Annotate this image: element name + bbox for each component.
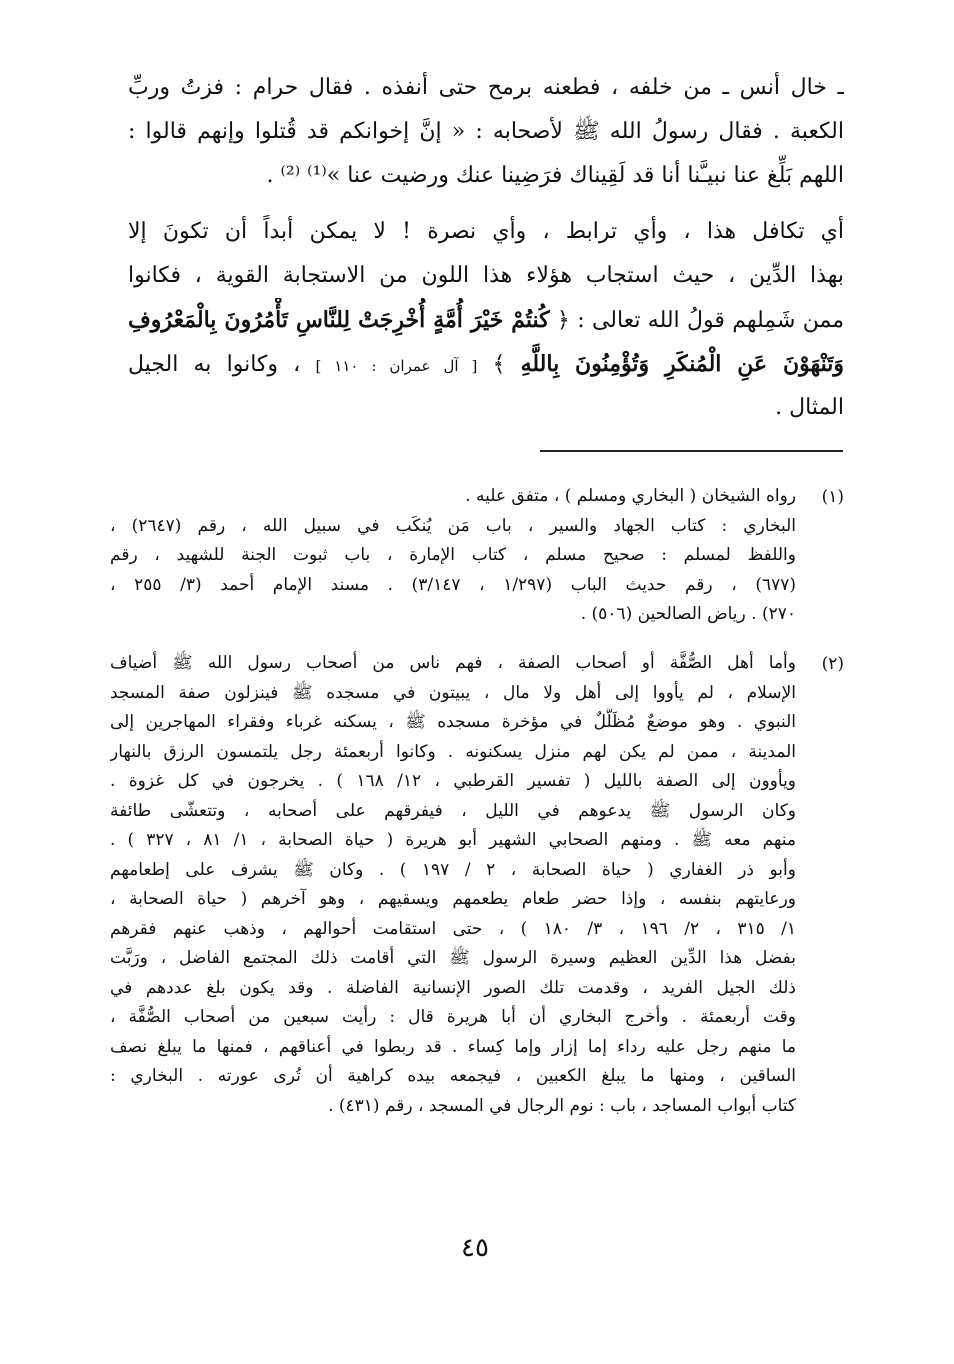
footnote-line: ويأوون إلى الصفة بالليل ( تفسير القرطبي ، ١٢/ ١٦٨ ) . يخرجون في كل غزوة . bbox=[110, 771, 796, 791]
footnote-line: ١/ ٣١٥ ، ٢/ ١٩٦ ، ٣/ ١٨٠ ) ، حتى استقامت أحوالهم ، وذهب عنهم فقرهم bbox=[110, 918, 796, 939]
footnote-line: كتاب أبواب المساجد ، باب : نوم الرجال في المسجد ، رقم (٤٣١) . bbox=[328, 1095, 796, 1116]
footnote-line: ذلك الجيل الفريد ، وقدمت تلك الصور الإنسانية الفاضلة . وقد يكون بلغ عددهم في bbox=[110, 977, 796, 998]
footnote-line: منهم معه ﷺ . ومنهم الصحابي الشهير أبو هريرة ( حياة الصحابة ، ١/ ٨١ ، ٣٢٧ ) . bbox=[110, 830, 796, 850]
text-segment: ممن شَمِلهم قولُ الله تعالى : ﴿ bbox=[557, 308, 844, 333]
quran-reference: [ آل عمران : ١١٠ ] bbox=[315, 357, 478, 375]
text-line: بهذا الدِّين ، حيث استجاب هؤلاء هذا اللون من الاستجابة القوية ، فكانوا bbox=[128, 263, 844, 288]
text-segment: ، وكانوا به الجيل bbox=[128, 352, 301, 377]
footnote-line: البخاري : كتاب الجهاد والسير ، باب مَن يُنكَب في سبيل الله ، رقم (٢٦٤٧) ، bbox=[110, 515, 796, 536]
footnote-separator bbox=[540, 450, 843, 452]
page-number: ٤٥ bbox=[461, 1233, 489, 1263]
footnote-body bbox=[110, 649, 796, 1121]
footnote-line: بفضل هذا الدِّين العظيم وسيرة الرسول ﷺ التي أقامت ذلك المجتمع الفاضل ، ورَبَّت bbox=[110, 948, 796, 968]
footnote-number: (١) bbox=[821, 487, 844, 507]
footnote-line: رواه الشيخان ( البخاري ومسلم ) ، متفق عليه . bbox=[465, 486, 796, 506]
footnote-1 bbox=[110, 482, 844, 630]
main-paragraph-1 bbox=[128, 66, 844, 198]
footnote-2 bbox=[110, 649, 844, 1121]
text-line: ـ خال أنس ـ من خلفه ، فطعنه برمح حتى أنفذه . فقال حرام : فزتُ وربِّ bbox=[128, 75, 844, 100]
footnote-line: الساقين ، ومنها ما يبلغ الكعبين ، فيجمعه بيده كراهية أن تُرى عورته . البخاري : bbox=[110, 1066, 796, 1086]
quran-bracket: ﴾ bbox=[492, 352, 506, 377]
text-line: الكعبة . فقال رسولُ الله ﷺ لأصحابه : « إنَّ إخوانكم قد قُتلوا وإنهم قالوا : bbox=[128, 119, 844, 144]
footnote-line: وكان الرسول ﷺ يدعوهم في الليل ، فيفرقهم على أصحابه ، وتتعشّى طائفة bbox=[110, 800, 796, 821]
footnote-line: المدينة ، ممن لم يكن لهم منزل يسكنونه . وكانوا أربعمئة رجل يلتمسون الرزق بالنهار bbox=[110, 741, 796, 762]
footnote-line: ورعايتهم بنفسه ، وإذا حضر طعام يطعمهم ويسقيهم ، وهو آخرهم ( حياة الصحابة ، bbox=[110, 889, 796, 909]
footnote-line: الإسلام ، لم يأووا إلى أهل ولا مال ، يبيتون في مسجده ﷺ فينزلون صفة المسجد bbox=[110, 682, 796, 703]
text-segment: اللهم بَلِّغ عنا نبيـَّنا أنا قد لَقِيناك فرَضِينا عنك ورضيت عنا bbox=[347, 163, 844, 188]
quran-verse: وَتَنْهَوْنَ عَنِ الْمُنكَرِ وَتُؤْمِنُونَ بِاللَّهِ bbox=[520, 351, 844, 377]
footnote-body bbox=[110, 482, 796, 630]
footnote-line: النبوي . وهو موضعٌ مُظَلَّلٌ في مؤخرة مسجده ﷺ ، يسكنه غرباء وفقراء المهاجرين إلى bbox=[110, 712, 796, 732]
footnote-line: وأبو ذر الغفاري ( حياة الصحابة ، ٢ / ١٩٧ ) . وكان ﷺ يشرف على إطعامهم bbox=[110, 859, 796, 880]
main-paragraph-2 bbox=[128, 210, 844, 430]
footnote-line: وأما أهل الصُّفَّة أو أصحاب الصفة ، فهم ناس من أصحاب رسول الله ﷺ أضياف bbox=[110, 653, 796, 673]
footnote-line: ٢٧٠) . رياض الصالحين (٥٠٦) . bbox=[580, 604, 796, 625]
text-line bbox=[128, 342, 844, 386]
text-line bbox=[128, 298, 844, 342]
footnote-line: ما منهم رجل عليه رداء إما إزار وإما كِساء . قد ربطوا في أعناقهم ، فمنها ما يبلغ نصف bbox=[110, 1036, 796, 1057]
text-line bbox=[128, 154, 844, 198]
text-line: المثال . bbox=[775, 395, 844, 420]
footnote-line: (٦٧٧) ، رقم حديث الباب (١/٢٩٧ ، ٣/١٤٧) . مسند الإمام أحمد (٣/ ٢٥٥ ، bbox=[110, 574, 796, 595]
footnote-markers: »⁽¹⁾ ⁽²⁾ . bbox=[266, 163, 341, 188]
footnote-number: (٢) bbox=[821, 654, 844, 674]
text-line: أي تكافل هذا ، وأي ترابط ، وأي نصرة ! لا يمكن أبداً أن تكونَ إلا bbox=[128, 219, 844, 244]
footnote-line: واللفظ لمسلم : صحيح مسلم ، كتاب الإمارة ، باب ثبوت الجنة للشهيد ، رقم bbox=[110, 545, 796, 566]
quran-verse: كُنتُمْ خَيْرَ أُمَّةٍ أُخْرِجَتْ لِلنَّاسِ تَأْمُرُونَ بِالْمَعْرُوفِ bbox=[128, 307, 550, 333]
footnote-line: وقت أربعمئة . وأخرج البخاري أن أبا هريرة قال : رأيت سبعين من أصحاب الصُّفَّة ، bbox=[110, 1007, 796, 1027]
